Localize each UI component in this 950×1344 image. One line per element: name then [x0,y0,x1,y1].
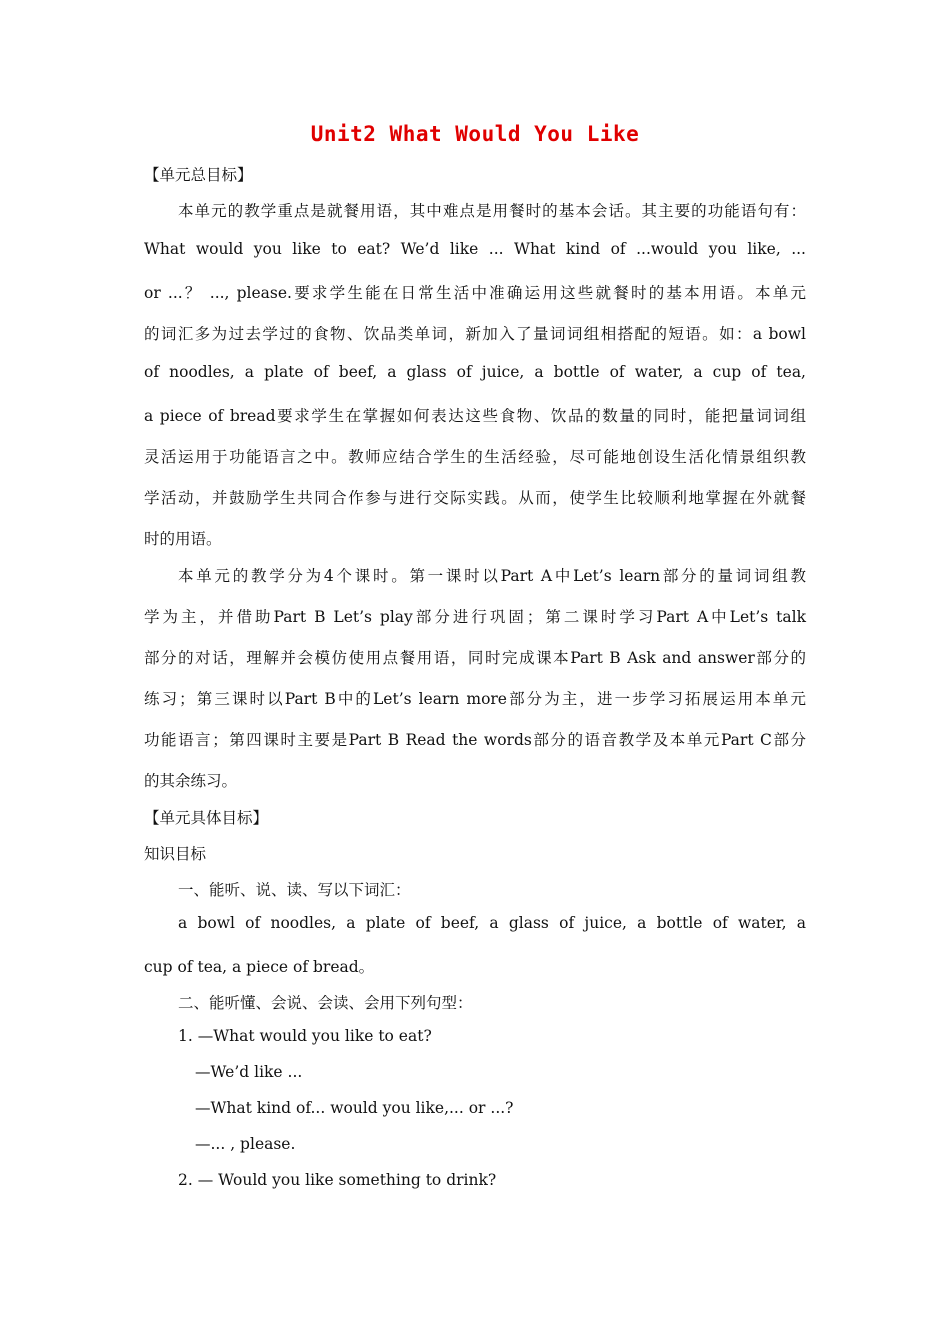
paragraph-line: 的其余练习。 [144,772,238,790]
section-heading-overall: 【单元总目标】 [144,166,253,184]
paragraph-line: 功能语言；第四课时主要是Part B Read the words部分的语音教学及本单元Part C部分 [144,731,806,749]
document-title: Unit2 What Would You Like [310,122,640,146]
paragraph-line: 的词汇多为过去学过的食物、饮品类单词，新加入了量词词组相搭配的短语。如：a bowl [144,325,806,343]
paragraph-line: 学活动，并鼓励学生共同合作参与进行交际实践。从而，使学生比较顺利地掌握在外就餐 [144,489,806,507]
paragraph-line: 部分的对话，理解并会模仿使用点餐用语，同时完成课本Part B Ask and answer部分的 [144,649,806,667]
section-heading-specific: 【单元具体目标】 [144,809,269,827]
paragraph-line: 本单元的教学分为4个课时。第一课时以Part A中Let’s learn部分的量词词组教 [178,567,806,585]
paragraph-line: 本单元的教学重点是就餐用语，其中难点是用餐时的基本会话。其主要的功能语句有： [178,202,806,220]
subheading-knowledge: 知识目标 [144,845,207,863]
sentence-pattern-line: 1. —What would you like to eat? [178,1027,432,1045]
vocabulary-line: a bowl of noodles, a plate of beef, a glass of juice, a bottle of water, a [178,914,806,932]
vocabulary-line: cup of tea, a piece of bread。 [144,958,375,976]
item-heading: 一、能听、说、读、写以下词汇： [178,881,411,899]
paragraph-line: of noodles, a plate of beef, a glass of juice, a bottle of water, a cup of tea, [144,363,806,381]
paragraph-line: 灵活运用于功能语言之中。教师应结合学生的生活经验，尽可能地创设生活化情景组织教 [144,448,806,466]
item-heading: 二、能听懂、会说、会读、会用下列句型： [178,994,473,1012]
paragraph-line: 时的用语。 [144,530,222,548]
paragraph-line: 练习；第三课时以Part B中的Let’s learn more部分为主，进一步学习拓展运用本单元 [144,690,806,708]
sentence-pattern-line: 2. — Would you like something to drink? [178,1171,497,1189]
sentence-pattern-line: —... , please. [195,1135,296,1153]
paragraph-line: What would you like to eat? We’d like ... What kind of ...would you like, ... [144,240,806,258]
paragraph-line: a piece of bread要求学生在掌握如何表达这些食物、饮品的数量的同时，能把量词词组 [144,407,806,425]
paragraph-line: 学为主，并借助Part B Let’s play部分进行巩固；第二课时学习Part A中Let’s talk [144,608,806,626]
sentence-pattern-line: —What kind of... would you like,... or ...? [195,1099,514,1117]
paragraph-line: or ...？ ..., please.要求学生能在日常生活中准确运用这些就餐时的基本用语。本单元 [144,284,806,302]
sentence-pattern-line: —We’d like ... [195,1063,303,1081]
